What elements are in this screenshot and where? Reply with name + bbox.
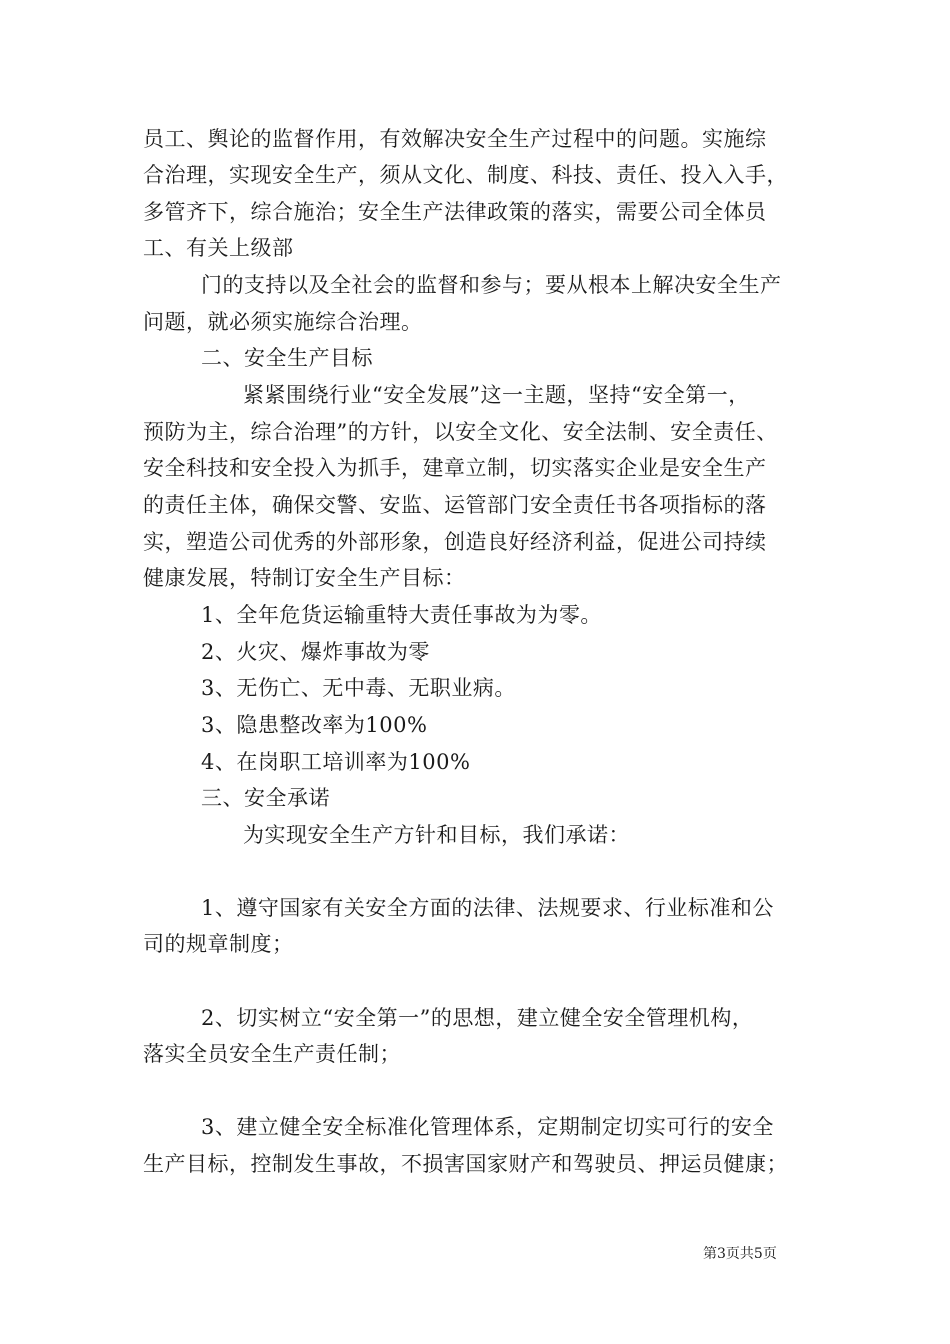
- goal-item-2: 2、火灾、爆炸事故为零: [201, 640, 430, 664]
- body-line-8: 紧紧围绕行业“安全发展”这一主题，坚持“安全第一，: [243, 383, 750, 407]
- commitment-item-3-cont: 生产目标，控制发生事故，不损害国家财产和驾驶员、押运员健康；: [143, 1152, 788, 1176]
- body-line-11: 的责任主体，确保交警、安监、运管部门安全责任书各项指标的落: [143, 493, 767, 517]
- body-line-12: 实，塑造公司优秀的外部形象，创造良好经济利益，促进公司持续: [143, 530, 767, 554]
- body-line-1: 员工、舆论的监督作用，有效解决安全生产过程中的问题。实施综: [143, 127, 767, 151]
- section-heading-goals: 二、安全生产目标: [201, 346, 373, 370]
- body-line-6: 问题，就必须实施综合治理。: [143, 310, 423, 334]
- body-line-5: 门的支持以及全社会的监督和参与；要从根本上解决安全生产: [201, 273, 782, 297]
- page-number: 第3页共5页: [703, 1246, 777, 1262]
- body-line-2: 合治理，实现安全生产，须从文化、制度、科技、责任、投入入手，: [143, 163, 788, 187]
- commitment-item-2: 2、切实树立“安全第一”的思想，建立健全安全管理机构，: [201, 1006, 754, 1030]
- commitment-intro: 为实现安全生产方针和目标，我们承诺：: [243, 823, 630, 847]
- body-line-9: 预防为主，综合治理”的方针，以安全文化、安全法制、安全责任、: [143, 420, 778, 444]
- section-heading-commitment: 三、安全承诺: [201, 786, 330, 810]
- goal-item-4: 3、隐患整改率为100%: [201, 713, 428, 737]
- goal-item-3: 3、无伤亡、无中毒、无职业病。: [201, 676, 516, 700]
- commitment-item-3: 3、建立健全安全标准化管理体系，定期制定切实可行的安全: [201, 1115, 774, 1139]
- body-line-13: 健康发展，特制订安全生产目标：: [143, 566, 466, 590]
- commitment-item-1: 1、遵守国家有关安全方面的法律、法规要求、行业标准和公: [201, 896, 774, 920]
- body-line-3: 多管齐下，综合施治；安全生产法律政策的落实，需要公司全体员: [143, 200, 767, 224]
- goal-item-5: 4、在岗职工培训率为100%: [201, 750, 471, 774]
- body-line-4: 工、有关上级部: [143, 236, 294, 260]
- body-line-10: 安全科技和安全投入为抓手，建章立制，切实落实企业是安全生产: [143, 456, 767, 480]
- goal-item-1: 1、全年危货运输重特大责任事故为为零。: [201, 603, 602, 627]
- commitment-item-1-cont: 司的规章制度；: [143, 932, 294, 956]
- commitment-item-2-cont: 落实全员安全生产责任制；: [143, 1042, 401, 1066]
